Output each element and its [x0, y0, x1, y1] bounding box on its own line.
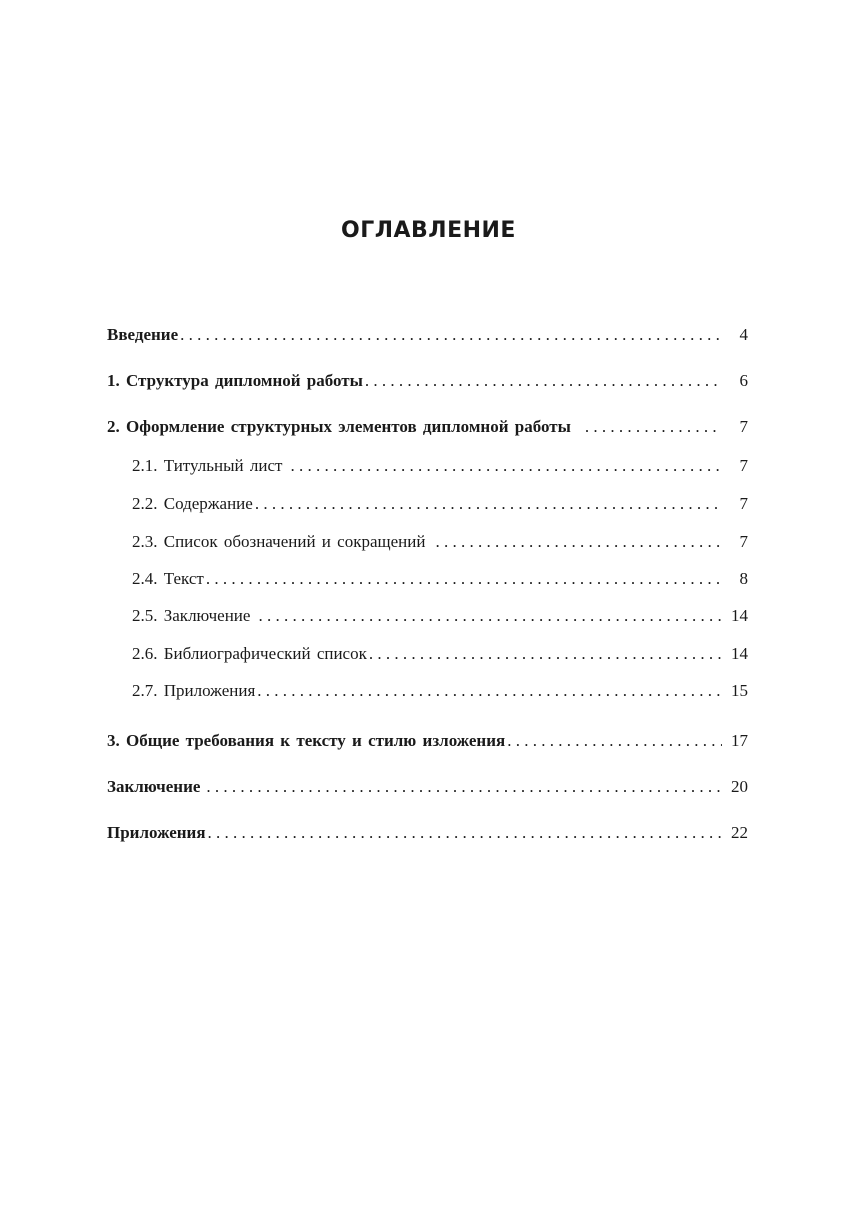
toc-entry-label: 2.6. Библиографический список	[132, 644, 367, 663]
dot-leader	[255, 491, 722, 517]
page-title: ОГЛАВЛЕНИЕ	[341, 218, 516, 243]
toc-entry-label: 2.1. Титульный лист	[132, 456, 283, 475]
toc-entry-label: Заключение	[107, 777, 201, 796]
dot-leader	[507, 728, 722, 754]
toc-entry-page: 7	[739, 456, 748, 475]
toc-entry-label: 2.5. Заключение	[132, 606, 251, 625]
toc-entry-label: Приложения	[107, 823, 206, 842]
toc-entry-page: 14	[731, 644, 748, 663]
toc-entry-page: 15	[731, 681, 748, 700]
dot-leader	[365, 368, 722, 394]
toc-entry-page: 22	[731, 823, 748, 842]
toc-entry-page: 20	[731, 777, 748, 796]
toc-entry-section-2-4[interactable]	[107, 566, 748, 592]
dot-leader	[585, 414, 722, 440]
toc-entry-page: 7	[739, 494, 748, 513]
toc-entry-conclusion[interactable]	[107, 774, 748, 800]
table-of-contents	[107, 322, 748, 846]
toc-entry-section-2-1[interactable]	[107, 453, 748, 479]
toc-entry-label: Введение	[107, 325, 179, 344]
dot-leader	[208, 820, 722, 846]
toc-entry-page: 6	[739, 371, 748, 390]
toc-entry-section-2-6[interactable]	[107, 641, 748, 667]
toc-entry-label: 2.2. Содержание	[132, 494, 253, 513]
dot-leader	[258, 603, 722, 629]
toc-entry-section-2-5[interactable]	[107, 603, 748, 629]
toc-entry-label: 2.3. Список обозначений и сокращений	[132, 532, 426, 551]
dot-leader	[435, 529, 722, 555]
toc-entry-page: 4	[739, 325, 748, 344]
toc-entry-page: 17	[731, 731, 748, 750]
toc-entry-label: 3. Общие требования к тексту и стилю изложения	[107, 731, 506, 750]
toc-entry-appendices[interactable]	[107, 820, 748, 846]
toc-entry-label: 2. Оформление структурных элементов дипломной работы	[107, 417, 571, 436]
dot-leader	[180, 322, 722, 348]
toc-entry-page: 14	[731, 606, 748, 625]
toc-entry-section-2-3[interactable]	[107, 529, 748, 555]
dot-leader	[257, 678, 722, 704]
dot-leader	[290, 453, 722, 479]
toc-entry-page: 8	[739, 569, 748, 588]
toc-entry-chapter-3[interactable]	[107, 728, 748, 754]
toc-entry-section-2-7[interactable]	[107, 678, 748, 704]
toc-entry-introduction[interactable]	[107, 322, 748, 348]
toc-entry-label: 1. Структура дипломной работы	[107, 371, 363, 390]
toc-entry-page: 7	[739, 532, 748, 551]
toc-entry-section-2-2[interactable]	[107, 491, 748, 517]
dot-leader	[206, 566, 722, 592]
dot-leader	[369, 641, 722, 667]
dot-leader	[206, 774, 722, 800]
toc-entry-page: 7	[739, 417, 748, 436]
toc-entry-chapter-2[interactable]	[107, 414, 748, 440]
toc-entry-chapter-1[interactable]	[107, 368, 748, 394]
toc-entry-label: 2.7. Приложения	[132, 681, 256, 700]
toc-entry-label: 2.4. Текст	[132, 569, 204, 588]
